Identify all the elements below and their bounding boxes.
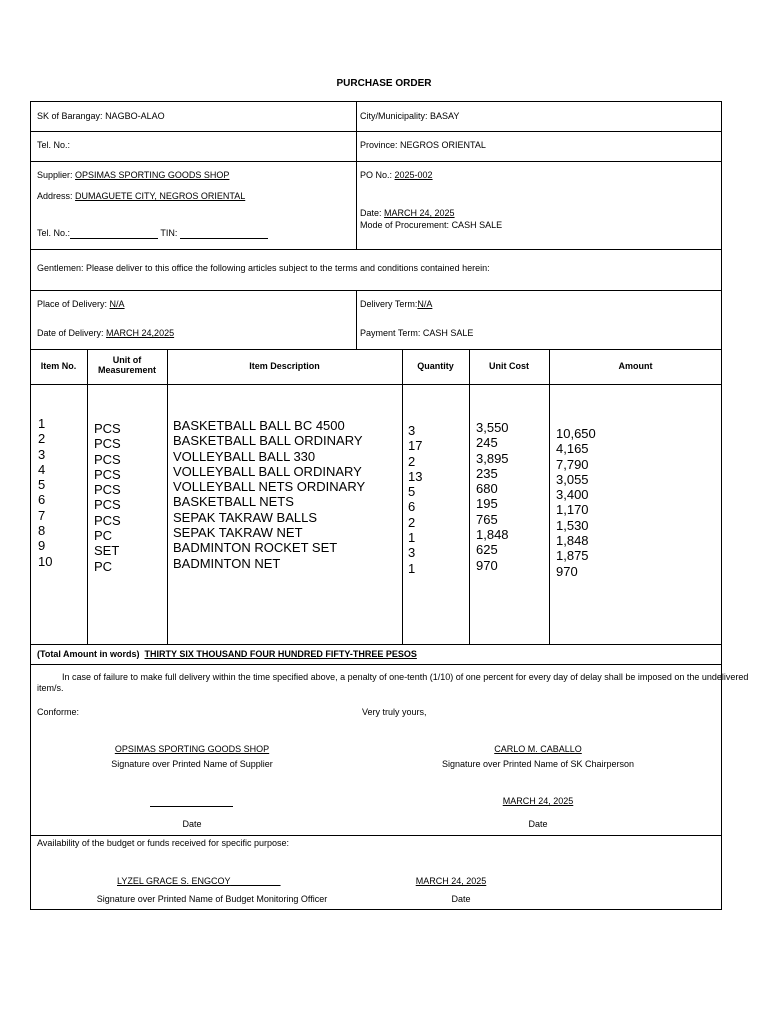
- chair-date-value: MARCH 24, 2025: [502, 796, 574, 806]
- unit-cost-cell: 625: [476, 542, 498, 558]
- unit-cell: PC: [94, 528, 113, 544]
- description-cell: VOLLEYBALL BALL 330: [173, 448, 316, 464]
- column-divider: [87, 349, 88, 645]
- penalty-text: In case of failure to make full delivery within the time specified above, a penalty of one-tenth (1/10) of one percent for every day of delay shall be imposed on the undelivered: [62, 672, 749, 682]
- po-date-field: [360, 208, 455, 219]
- supplier-date-caption: Date: [182, 819, 202, 829]
- tel-blank-line: [70, 229, 158, 239]
- column-divider: [356, 290, 357, 349]
- budget-availability-label: Availability of the budget or funds received for specific purpose:: [37, 838, 289, 848]
- total-label: (Total Amount in words): [37, 649, 140, 659]
- quantity-cell: 3: [408, 545, 416, 561]
- payment-term-value: CASH SALE: [422, 328, 474, 338]
- amount-cell: 10,650: [556, 426, 596, 441]
- payment-term-label: Payment Term:: [360, 328, 421, 338]
- delivery-date-value: MARCH 24,2025: [106, 328, 175, 338]
- tel-label: Tel. No.:: [37, 140, 71, 150]
- description-cell: SEPAK TAKRAW NET: [173, 525, 303, 541]
- unit-cell: PCS: [94, 512, 121, 528]
- city-value: BASAY: [430, 111, 460, 121]
- description-cell: BASKETBALL NETS: [173, 494, 294, 510]
- row-divider: [30, 664, 722, 665]
- quantity-cell: 17: [408, 438, 423, 454]
- column-divider: [167, 349, 168, 645]
- quantity-cell: 1: [408, 530, 416, 546]
- description-cell: BADMINTON ROCKET SET: [173, 540, 338, 556]
- unit-cell: PCS: [94, 451, 121, 467]
- place-value: N/A: [109, 299, 125, 309]
- unit-cost-cell: 680: [476, 481, 498, 497]
- tin-blank-line: [180, 229, 268, 239]
- description-column: [173, 418, 365, 571]
- row-divider: [30, 349, 722, 350]
- unit-cost-cell: 3,550: [476, 420, 509, 435]
- budget-date-value: MARCH 24, 2025: [415, 876, 487, 886]
- unit-column: [94, 421, 121, 574]
- row-divider: [30, 835, 722, 836]
- page-title: PURCHASE ORDER: [336, 78, 432, 89]
- header-description: Item Description: [249, 361, 320, 371]
- description-cell: BASKETBALL BALL ORDINARY: [173, 433, 363, 449]
- barangay-value: NAGBO-ALAO: [105, 111, 165, 121]
- quantity-cell: 2: [408, 514, 416, 530]
- supplier-value: OPSIMAS SPORTING GOODS SHOP: [75, 170, 230, 180]
- po-date-value: MARCH 24, 2025: [384, 208, 455, 218]
- total-in-words: THIRTY SIX THOUSAND FOUR HUNDRED FIFTY-THREE PESOS: [144, 649, 417, 659]
- item-no-cell: 9: [38, 538, 46, 554]
- quantity-column: [408, 423, 422, 576]
- place-of-delivery: [37, 299, 125, 310]
- header-quantity: Quantity: [417, 361, 454, 371]
- address-value: DUMAGUETE CITY, NEGROS ORIENTAL: [75, 191, 246, 201]
- delivery-term-value: N/A: [417, 299, 433, 309]
- supplier-date-line: [150, 806, 233, 807]
- province-label: Province:: [360, 140, 398, 150]
- supplier-label: Supplier:: [37, 170, 73, 180]
- amount-cell: 4,165: [556, 441, 589, 457]
- unit-cost-cell: 765: [476, 511, 498, 527]
- item-no-cell: 3: [38, 446, 46, 462]
- province-value: NEGROS ORIENTAL: [400, 140, 486, 150]
- tin-label: TIN:: [160, 228, 178, 238]
- total-amount-row: [37, 649, 417, 660]
- unit-cell: PCS: [94, 466, 121, 482]
- amount-cell: 3,400: [556, 487, 589, 503]
- conforme-label: Conforme:: [37, 707, 80, 717]
- amount-cell: 1,875: [556, 548, 589, 564]
- chair-signature-caption: Signature over Printed Name of SK Chairperson: [441, 759, 635, 769]
- address-field: [37, 191, 245, 202]
- amount-cell: 3,055: [556, 471, 589, 487]
- quantity-cell: 1: [408, 560, 416, 576]
- unit-cell: PCS: [94, 436, 121, 452]
- item-no-cell: 7: [38, 507, 46, 523]
- procurement-mode-field: [360, 220, 502, 231]
- quantity-cell: 13: [408, 468, 423, 484]
- quantity-cell: 3: [408, 423, 416, 438]
- province-field: [360, 140, 486, 151]
- unit-cost-cell: 235: [476, 465, 498, 481]
- header-unit: [87, 355, 167, 375]
- budget-officer-name-text: LYZEL GRACE S. ENGCOY: [117, 876, 231, 886]
- budget-officer-caption: Signature over Printed Name of Budget Monitoring Officer: [96, 894, 328, 904]
- quantity-cell: 6: [408, 499, 416, 515]
- item-no-cell: 5: [38, 477, 46, 493]
- description-cell: BADMINTON NET: [173, 555, 281, 571]
- item-no-cell: 2: [38, 431, 46, 447]
- header-unit-line1: Unit of: [112, 355, 142, 365]
- header-unit-cost: Unit Cost: [489, 361, 529, 371]
- amount-cell: 970: [556, 563, 578, 579]
- supplier-signature-caption: Signature over Printed Name of Supplier: [111, 759, 273, 769]
- date-of-delivery: [37, 328, 174, 339]
- po-label: PO No.:: [360, 170, 393, 180]
- unit-cost-cell: 3,895: [476, 450, 509, 466]
- row-divider: [30, 131, 722, 132]
- supplier-field: [37, 170, 229, 181]
- mode-label: Mode of Procurement:: [360, 220, 450, 230]
- po-date-label: Date:: [360, 208, 382, 218]
- amount-column: [556, 426, 596, 579]
- po-number-field: [360, 170, 433, 181]
- address-label: Address:: [37, 191, 73, 201]
- column-divider: [549, 349, 550, 645]
- item-no-cell: 10: [38, 553, 53, 569]
- unit-cell: PCS: [94, 497, 121, 513]
- quantity-cell: 2: [408, 453, 416, 469]
- header-amount: Amount: [618, 361, 653, 371]
- row-divider: [30, 249, 722, 250]
- column-divider: [356, 101, 357, 250]
- header-item-no: Item No.: [40, 361, 77, 371]
- unit-cost-cell: 195: [476, 496, 498, 512]
- supplier-signature-name: OPSIMAS SPORTING GOODS SHOP: [114, 744, 270, 754]
- item-no-cell: 4: [38, 461, 46, 477]
- supplier-tel-tin-field: [37, 228, 268, 239]
- place-label: Place of Delivery:: [37, 299, 108, 309]
- very-truly-label: Very truly yours,: [362, 707, 427, 717]
- unit-cost-cell: 970: [476, 557, 498, 573]
- column-divider: [402, 349, 403, 645]
- supplier-tel-label: Tel. No.:: [37, 228, 71, 238]
- header-unit-line2: Measurement: [97, 365, 157, 375]
- unit-cell: SET: [94, 543, 120, 559]
- city-field: [360, 111, 459, 122]
- item-no-cell: 1: [38, 416, 46, 431]
- row-divider: [30, 384, 722, 385]
- unit-cell: PCS: [94, 421, 121, 436]
- city-label: City/Municipality:: [360, 111, 428, 121]
- penalty-text-cont: item/s.: [37, 683, 64, 693]
- description-cell: BASKETBALL BALL BC 4500: [173, 418, 345, 433]
- row-divider: [30, 290, 722, 291]
- delivery-term: [360, 299, 432, 310]
- payment-term: [360, 328, 473, 339]
- column-divider: [469, 349, 470, 645]
- amount-cell: 1,170: [556, 502, 589, 518]
- chair-date-caption: Date: [528, 819, 548, 829]
- quantity-cell: 5: [408, 484, 416, 500]
- unit-cell: PCS: [94, 482, 121, 498]
- amount-cell: 1,848: [556, 533, 589, 549]
- po-value: 2025-002: [394, 170, 433, 180]
- item-no-column: [38, 416, 52, 569]
- amount-cell: 1,530: [556, 517, 589, 533]
- amount-cell: 7,790: [556, 456, 589, 472]
- unit-cost-cell: 245: [476, 435, 498, 451]
- budget-date-caption: Date: [451, 894, 471, 904]
- description-cell: VOLLEYBALL NETS ORDINARY: [173, 479, 366, 495]
- gentlemen-text: Gentlemen: Please deliver to this office the following articles subject to the terms and conditions contained herein:: [37, 263, 490, 273]
- description-cell: SEPAK TAKRAW BALLS: [173, 509, 318, 525]
- delivery-date-label: Date of Delivery:: [37, 328, 104, 338]
- unit-cost-column: [476, 420, 509, 573]
- row-divider: [30, 161, 722, 162]
- barangay-field: [37, 111, 165, 122]
- delivery-term-label: Delivery Term:: [360, 299, 418, 309]
- unit-cell: PC: [94, 558, 113, 574]
- budget-officer-name: [117, 876, 281, 887]
- chair-signature-name: CARLO M. CABALLO: [494, 744, 582, 754]
- description-cell: VOLLEYBALL BALL ORDINARY: [173, 463, 362, 479]
- mode-value: CASH SALE: [451, 220, 503, 230]
- item-no-cell: 6: [38, 492, 46, 508]
- barangay-label: SK of Barangay:: [37, 111, 103, 121]
- unit-cost-cell: 1,848: [476, 527, 509, 543]
- row-divider: [30, 644, 722, 645]
- item-no-cell: 8: [38, 523, 46, 539]
